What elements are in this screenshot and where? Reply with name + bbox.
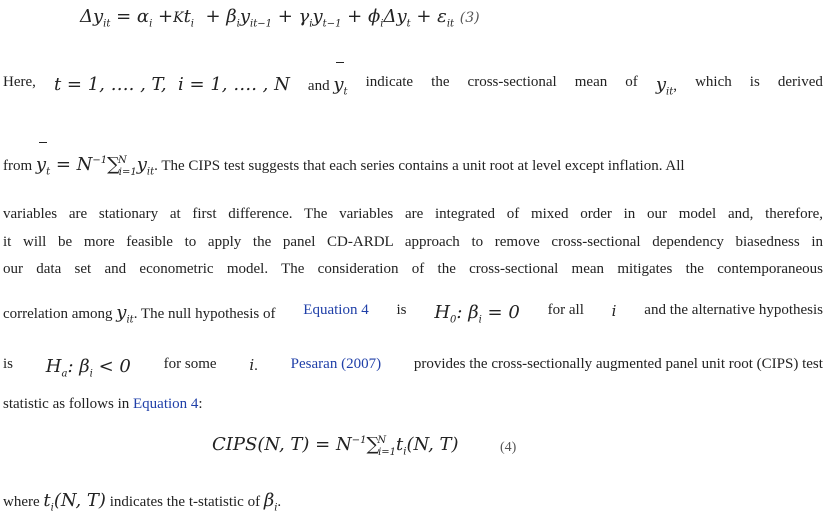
beta-symbol: $\beta_i$ bbox=[263, 490, 278, 514]
paragraph-line-8 bbox=[3, 396, 203, 413]
paragraph-line-5: our data set and econometric model. The consideration of the cross-sectional mean mitigates the contemporaneous bbox=[3, 261, 823, 277]
i-symbol: i bbox=[249, 356, 255, 374]
paragraph-line-4: it will be more feasible to apply the panel CD-ARDL approach to remove cross-sectional dependency biasedness in bbox=[3, 234, 823, 250]
text: is bbox=[3, 356, 14, 372]
text: where bbox=[3, 494, 40, 510]
i-symbol: i bbox=[611, 302, 617, 320]
text: . bbox=[277, 494, 282, 510]
paragraph-line-9 bbox=[3, 490, 281, 514]
text: . bbox=[254, 358, 258, 374]
y-it-symbol: $y_{it}$ bbox=[655, 74, 674, 98]
equation-4-label: (4) bbox=[500, 440, 517, 455]
mean-definition: $y_t = N^{-1}\sum^N_{i=1}y_{it}$ bbox=[35, 154, 155, 178]
text: and the alternative hypothesis bbox=[644, 302, 823, 318]
text: . The CIPS test suggests that each series contains a unit root at level except inflation. All bbox=[154, 158, 685, 174]
text: from bbox=[3, 158, 33, 174]
text: correlation among bbox=[3, 306, 113, 322]
mean-y-symbol: $y_t$ bbox=[333, 74, 348, 98]
text: indicate bbox=[365, 74, 414, 90]
text: : bbox=[198, 396, 203, 412]
equation-4 bbox=[212, 434, 459, 458]
text: the bbox=[431, 74, 450, 90]
text: statistic as follows in bbox=[3, 396, 130, 412]
text: is bbox=[396, 302, 407, 318]
equation-3-formula: $\Delta y_{it} = \alpha_i +Kt_i + \beta_iy_{it-1} + \gamma_iy_{t-1} + \phi_i\Delta y_t + \varepsilon_{it}$ bbox=[80, 6, 455, 30]
text: mean bbox=[574, 74, 608, 90]
text: Here, bbox=[3, 74, 36, 90]
index-definition: t = 1, …. , T, i = 1, …. , N bbox=[53, 74, 290, 95]
paragraph-line-7 bbox=[3, 356, 823, 380]
paragraph-line-3: variables are stationary at first difference. The variables are integrated of mixed order in our model and, therefore, bbox=[3, 206, 823, 222]
text: cross-sectional bbox=[467, 74, 557, 90]
text: for some bbox=[163, 356, 217, 372]
t-statistic-symbol: $t_i(N$, T) bbox=[43, 490, 106, 514]
equation-3 bbox=[80, 6, 480, 30]
null-hypothesis: $H_0$: $\beta_i = 0$ bbox=[434, 302, 520, 326]
text: provides the cross-sectionally augmented panel unit root (CIPS) test bbox=[413, 356, 823, 372]
text: indicates the t-statistic of bbox=[109, 494, 261, 510]
equation-3-label: (3) bbox=[459, 10, 480, 26]
equation-4-formula: CIPS(N, $T) = N^{-1}\sum^N_{i=1}t_i(N$, T) bbox=[212, 434, 459, 458]
text: is bbox=[749, 74, 760, 90]
y-it-symbol: $y_{it}$ bbox=[116, 302, 134, 326]
text: of bbox=[625, 74, 638, 90]
equation-4-link[interactable]: Equation 4 bbox=[133, 396, 199, 412]
text: for all bbox=[547, 302, 584, 318]
equation-4-link[interactable]: Equation 4 bbox=[303, 302, 369, 318]
alternative-hypothesis: $H_a$: $\beta_i < 0$ bbox=[45, 356, 131, 380]
pesaran-2007-link[interactable]: Pesaran (2007) bbox=[290, 356, 382, 372]
text: and bbox=[307, 78, 330, 94]
paragraph-line-6 bbox=[3, 302, 823, 326]
text: which bbox=[695, 74, 732, 90]
text: . The null hypothesis of bbox=[133, 306, 276, 322]
paragraph-line-1: Here, t = 1, …. , T, i = 1, …. , N and $y_t$ indicate the cross-sectional mean of $y_{it}$, which is derived bbox=[3, 74, 823, 98]
paragraph-line-2 bbox=[3, 154, 685, 178]
text: derived bbox=[777, 74, 823, 90]
